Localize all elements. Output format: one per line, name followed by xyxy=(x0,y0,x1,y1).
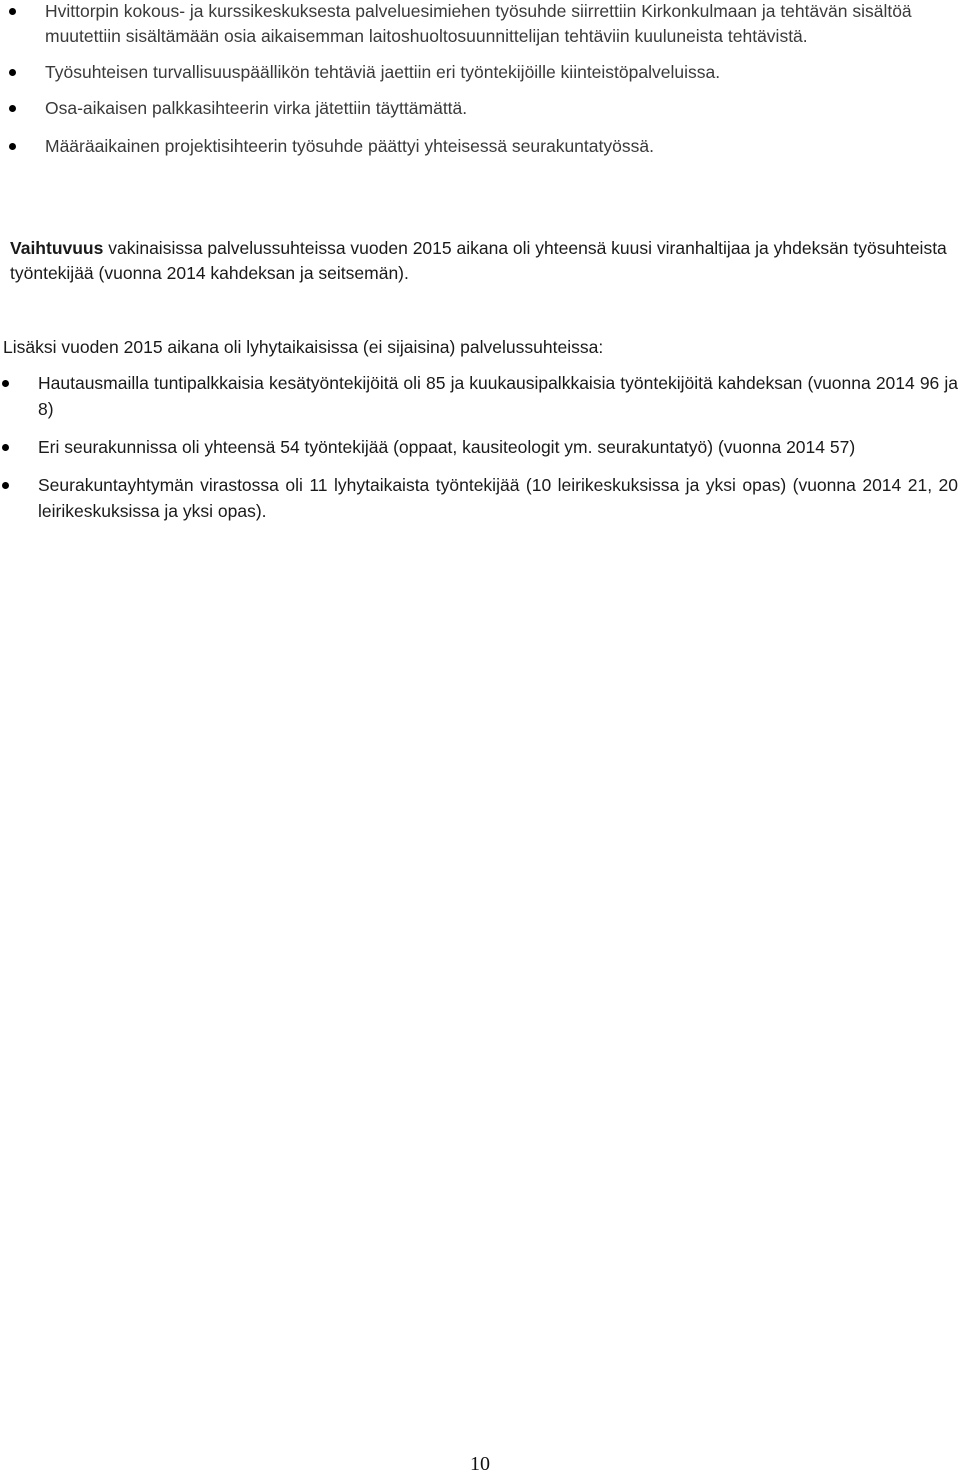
list-item xyxy=(0,60,960,84)
list-item-text: Eri seurakunnissa oli yhteensä 54 työntekijää (oppaat, kausiteologit ym. seurakuntatyö) (vuonna 2014 57) xyxy=(38,437,856,457)
vaihtuvuus-text: vakinaisissa palvelussuhteissa vuoden 2015 aikana oli yhteensä kuusi viranhaltijaa ja yhdeksän työsuhteista työntekijää (vuonna 2014 kahdeksan ja seitsemän). xyxy=(10,238,947,283)
bullet-icon xyxy=(9,143,16,150)
bullet-icon xyxy=(9,69,16,76)
list-item-text: Seurakuntayhtymän virastossa oli 11 lyhytaikaista työntekijää (10 leirikeskuksissa ja yksi opas) (vuonna 2014 21, 20 leirikeskuksissa ja yksi opas). xyxy=(38,475,958,521)
bullet-icon xyxy=(2,444,9,451)
list-item xyxy=(0,472,960,524)
list-item-text: Hautausmailla tuntipalkkaisia kesätyöntekijöitä oli 85 ja kuukausipalkkaisia työntekijöitä kahdeksan (vuonna 2014 96 ja 8) xyxy=(38,373,958,419)
staff-changes-list xyxy=(0,0,960,158)
vaihtuvuus-paragraph xyxy=(10,236,955,286)
list-item xyxy=(0,0,960,48)
list-item xyxy=(0,434,960,460)
list-item xyxy=(0,134,960,158)
list-item-text: Osa-aikaisen palkkasihteerin virka jätettiin täyttämättä. xyxy=(45,98,468,118)
list-item xyxy=(0,96,960,120)
list-item-text: Työsuhteisen turvallisuuspäällikön tehtäviä jaettiin eri työntekijöille kiinteistöpalveluissa. xyxy=(45,62,721,82)
bullet-icon xyxy=(2,482,9,489)
short-term-staff-list xyxy=(0,370,960,524)
bullet-icon xyxy=(2,380,9,387)
vaihtuvuus-term: Vaihtuvuus xyxy=(10,238,104,258)
page-number: 10 xyxy=(470,1453,490,1475)
lisaksi-intro: Lisäksi vuoden 2015 aikana oli lyhytaikaisissa (ei sijaisina) palvelussuhteissa: xyxy=(3,337,604,357)
bullet-icon xyxy=(9,105,16,112)
list-item-text: Määräaikainen projektisihteerin työsuhde päättyi yhteisessä seurakuntatyössä. xyxy=(45,136,654,156)
list-item-text: Hvittorpin kokous- ja kurssikeskuksesta palveluesimiehen työsuhde siirrettiin Kirkonkulmaan ja tehtävän sisältöä muutettiin sisältämään osia aikaisemman laitoshuoltosuunnittelijan tehtäviin kuuluneista tehtävistä. xyxy=(45,1,912,46)
list-item xyxy=(0,370,960,422)
bullet-icon xyxy=(9,8,16,15)
